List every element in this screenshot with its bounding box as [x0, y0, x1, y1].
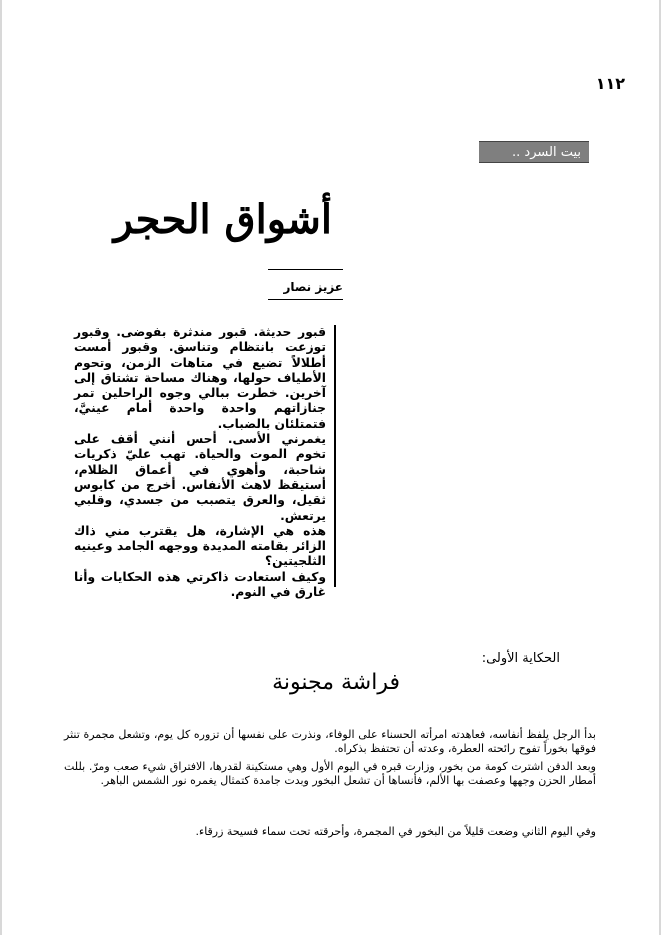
intro-paragraph: وكيف استعادت ذاكرتي هذه الحكايات وأنا غارق في النوم.	[74, 569, 326, 600]
intro-block	[74, 325, 336, 600]
author-rule-bottom	[268, 299, 343, 300]
story-title: فراشة مجنونة	[272, 670, 400, 695]
intro-paragraph: يغمرني الأسى. أحس أنني أقف على تخوم الموت والحياة. تهب عليّ ذكريات شاحبة، وأهوي في أعماق الظلام، أستيقظ لاهث الأنفاس. أخرج من كابوس ثقيل، والعرق يتصبب من جسدي، وقلبي يرتعش.	[74, 432, 326, 523]
section-banner: بيت السرد ..	[479, 141, 589, 163]
author-rule-top	[268, 269, 343, 270]
page-number: ١١٢	[595, 74, 625, 93]
body-paragraph: وفي اليوم الثاني وضعت قليلاً من البخور في المجمرة، وأحرقته تحت سماء فسيحة زرقاء.	[195, 825, 596, 838]
body-paragraph: وبعد الدفن اشترت كومة من بخور، وزارت قبره في اليوم الأول وهي مستكينة لقدرها، الافتراق شيء صعب ومرّ. بللت أمطار الحزن وجهها وعصفت بها الألم، فأنساها أن تشعل البخور وبدت جامدة كتمثال يغمره نور الشمس الباهر.	[64, 760, 596, 787]
intro-paragraph: هذه هي الإشارة، هل يقترب مني ذاك الزائر بقامته المديدة ووجهه الجامد وعينيه الثلجيتين؟	[74, 523, 326, 569]
story-label: الحكاية الأولى:	[481, 651, 560, 666]
page-edge-left	[0, 0, 2, 935]
intro-paragraph: قبور حديثة. قبور مندثرة بفوضى. وقبور توزعت بانتظام وتناسق. وقبور أمست أطلالاً تضيع في متاهات الزمن، وتحوم الأطياف حولها، وهناك مساحة تشتاق إلى آخرين. خطرت ببالي وجوه الراحلين تمر جنازاتهم واحدة واحدة أمام عينيَّ، فتمتلئان بالضباب.	[74, 325, 326, 431]
author-name: عزيز نصار	[283, 280, 343, 294]
body-paragraph: بدأ الرجل يلفظ أنفاسه، فعاهدته امرأته الحسناء على الوفاء، ونذرت على نفسها أن تزوره كل يوم، وتشعل مجمرة تنثر فوقها بخوراً تفوح رائحته العطرة، وعدته أن تحتفظ بذكراه.	[64, 728, 596, 755]
article-title: أشواق الحجر	[113, 196, 332, 243]
